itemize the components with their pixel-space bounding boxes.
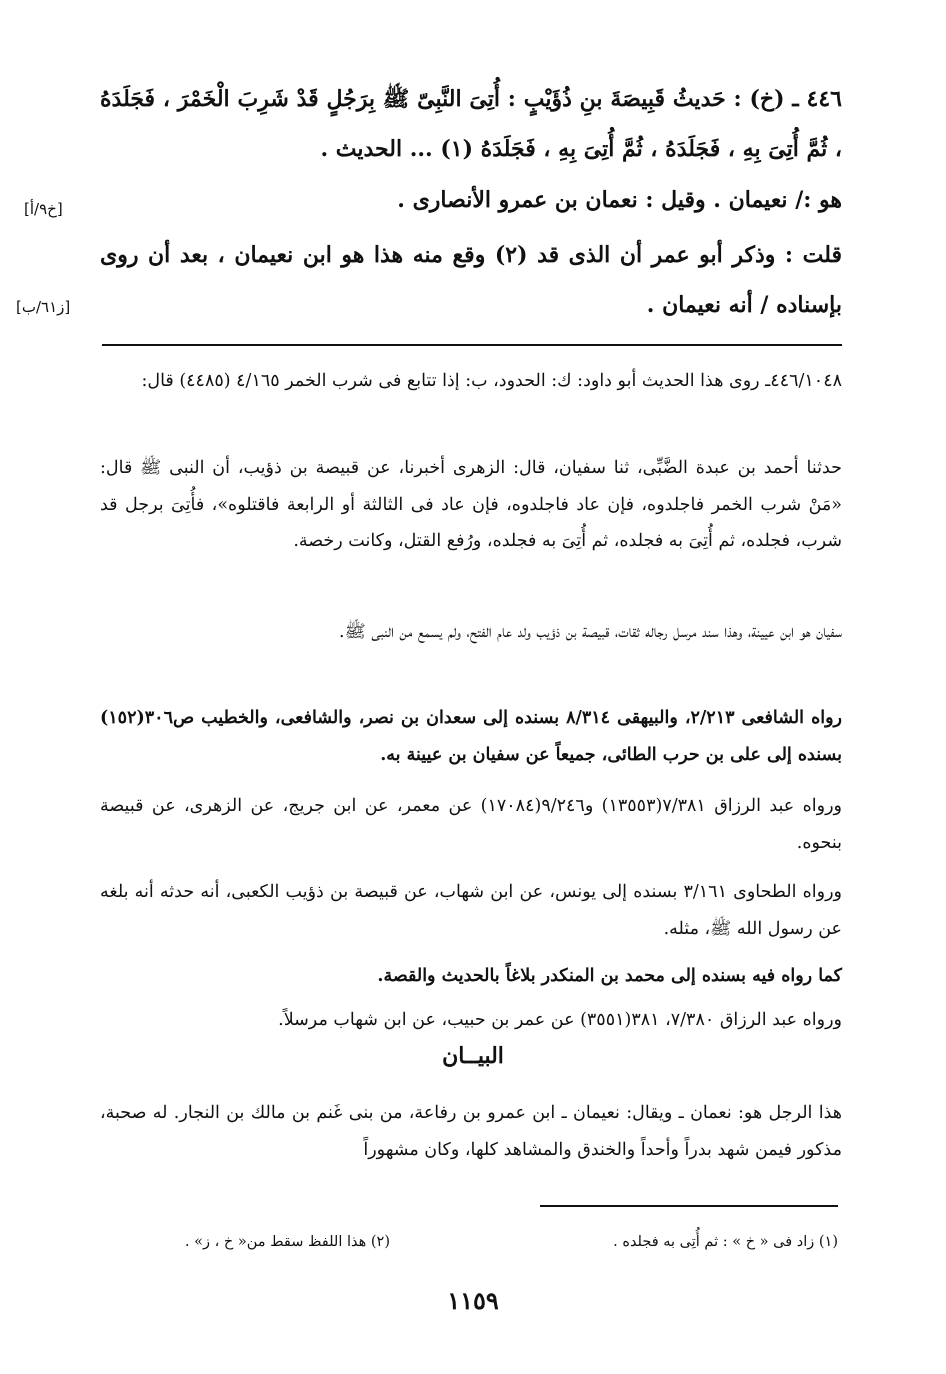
takhrij-abu-dawud: ٤٤٦/١٠٤٨ـ روى هذا الحديث أبو داود: ك: الحدود، ب: إذا تتابع فى شرب الخمر ٤/١٦٥ (٤٤٨٥) قال: <box>141 371 842 391</box>
footnote-divider <box>540 1205 838 1207</box>
section-divider <box>102 344 842 346</box>
takhrij-shafii: رواه الشافعى ٢/٢١٣، والبيهقى ٨/٣١٤ بسنده إلى سعدان بن نصر، والشافعى، والخطيب ص٣٠٦(١٥٢) بسنده إلى على بن حرب الطائى، جميعاً عن سفيان بن عيينة به. <box>100 708 842 765</box>
hadith-main-text: ٤٤٦ ـ (خ) : حَديثُ قَبِيصَةَ بنِ ذُؤَيْبٍ : أُتِىَ النَّبِىّ ﷺ بِرَجُلٍ قَدْ شَرِبَ الْخَمْرَ ، فَجَلَدَهُ ، ثُمَّ أُتِىَ بِهِ ، فَجَلَدَهُ ، ثُمَّ أُتِىَ بِهِ ، فَجَلَدَهُ (١) ... الحديث . <box>100 86 842 162</box>
bayan-text: هذا الرجل هو: نعمان ـ ويقال: نعيمان ـ ابن عمرو بن رفاعة، من بنى غَنم بن مالك بن النجار. له صحبة، مذكور فيمن شهد بدراً وأحداً والخندق والمشاهد كلها، وكان مشهوراً <box>100 1103 842 1160</box>
takhrij-ibn-munkadir: كما رواه فيه بسنده إلى محمد بن المنكدر بلاغاً بالحديث والقصة. <box>377 966 842 986</box>
hadith-identification: هو :/ نعيمان . وقيل : نعمان بن عمرو الأنصارى . <box>397 187 842 213</box>
margin-ref-z: [ز٦١/ب] <box>16 298 71 316</box>
footnote-1: (١) زاد فى « خ » : ثم أُتِى به فجلده . <box>613 1234 838 1250</box>
author-comment: قلت : وذكر أبو عمر أن الذى قد (٢) وقع منه هذا هو ابن نعيمان ، بعد أن روى بإسناده / أنه نعيمان . <box>100 242 842 318</box>
takhrij-sufyan-note: سفيان هو ابن عيينة، وهذا سند مرسل رجاله ثقات، قبيصة بن ذؤيب ولد عام الفتح، ولم يسمع من النبى ﷺ. <box>339 622 842 642</box>
takhrij-isnad-text: حدثنا أحمد بن عبدة الضَّبِّى، ثنا سفيان، قال: الزهرى أخبرنا، عن قبيصة بن ذؤيب، أن النبى ﷺ قال: «مَنْ شرب الخمر فاجلدوه، فإن عاد فاجلدوه، فإن عاد فى الثالثة أو الرابعة فاقتلوه»، فأُتِىَ برجل قد شرب، فجلده، ثم أُتِىَ به فجلده، ثم أُتِىَ به فجلده، ورُفع القتل، وكانت رخصة. <box>100 458 842 551</box>
bayan-heading: البيــان <box>442 1043 504 1069</box>
margin-ref-kh: [خ٩/أ] <box>24 200 63 218</box>
takhrij-tahawi: ورواه الطحاوى ٣/١٦١ بسنده إلى يونس، عن ابن شهاب، عن قبيصة بن ذؤيب الكعبى، أنه حدثه أنه بلغه عن رسول الله ﷺ، مثله. <box>100 882 842 939</box>
page-number: ١١٥٩ <box>447 1286 499 1315</box>
takhrij-abd-razzaq-1: ورواه عبد الرزاق ٧/٣٨١(١٣٥٥٣) و٩/٢٤٦(١٧٠٨٤) عن معمر، عن ابن جريج، عن الزهرى، عن قبيصة بنحوه. <box>100 796 842 853</box>
takhrij-abd-razzaq-2: ورواه عبد الرزاق ٧/٣٨٠، ٣٨١(٣٥٥١) عن عمر بن حبيب، عن ابن شهاب مرسلاً. <box>278 1010 842 1030</box>
footnote-2: (٢) هذا اللفظ سقط من« خ ، ز» . <box>184 1234 390 1250</box>
